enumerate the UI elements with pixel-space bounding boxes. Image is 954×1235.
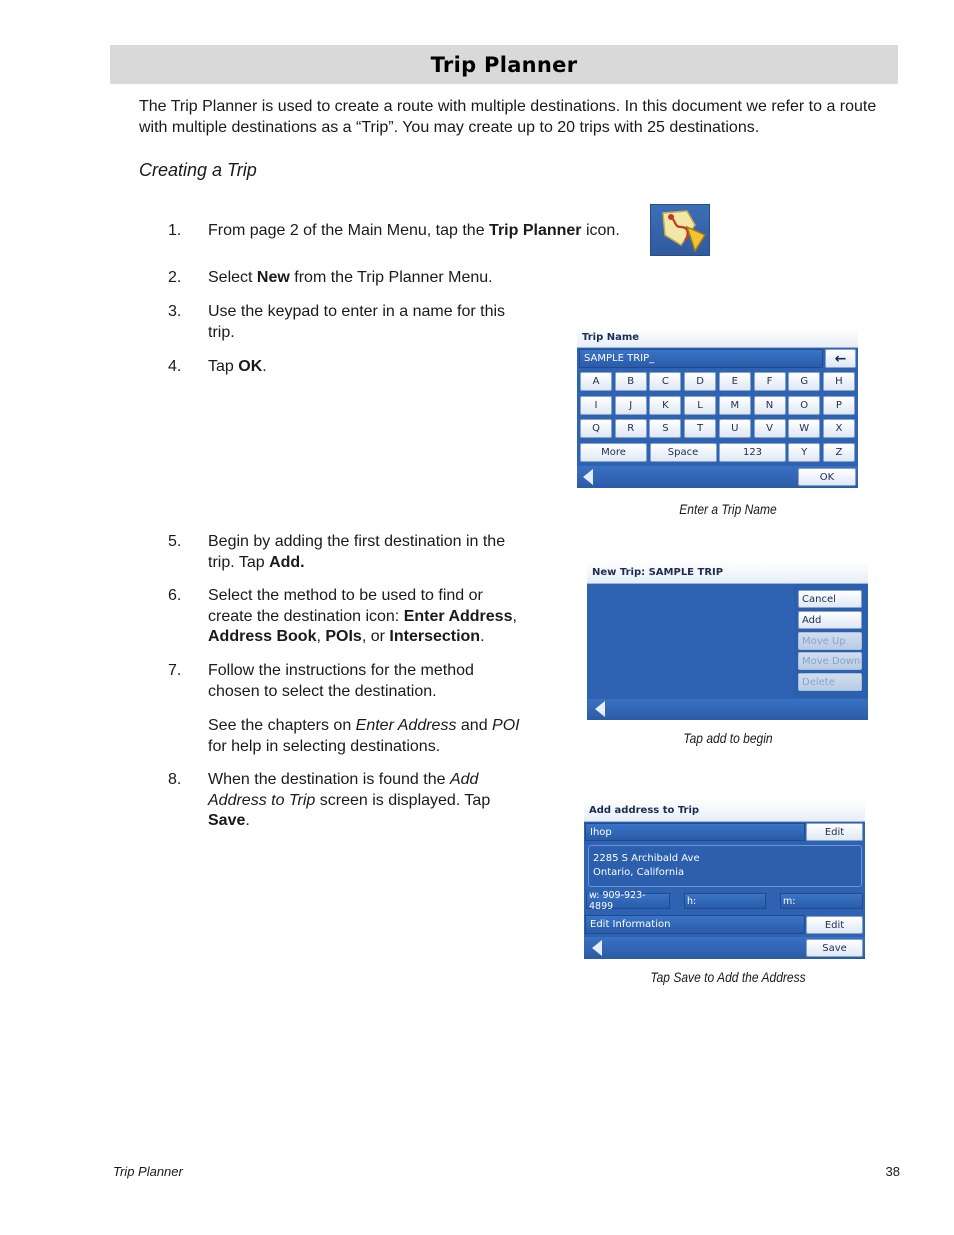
step-3	[168, 302, 568, 346]
key-more[interactable]: More	[580, 443, 647, 462]
key-o[interactable]: O	[788, 396, 820, 415]
step-number: 5.	[168, 533, 182, 550]
edit-info-button[interactable]: Edit	[806, 916, 863, 934]
page-title-bar	[110, 45, 898, 84]
key-c[interactable]: C	[649, 372, 681, 391]
key-g[interactable]: G	[788, 372, 820, 391]
footer-page-number: 38	[885, 1164, 900, 1179]
key-a[interactable]: A	[580, 372, 612, 391]
step-7-note	[168, 716, 568, 760]
step-7	[168, 661, 568, 705]
intro-paragraph: The Trip Planner is used to create a route with multiple destinations. In this document we refer to a route with multiple destinations as a “Trip”. You may create up to 20 trips with 25 destinations.	[139, 98, 877, 136]
move-down-button[interactable]: Move Down	[798, 652, 862, 670]
address-box	[588, 845, 862, 887]
step-8	[168, 770, 568, 834]
key-u[interactable]: U	[719, 419, 751, 438]
destination-name: Ihop	[585, 823, 805, 841]
phone-work: w: 909-923-4899	[586, 893, 670, 909]
keypad-caption: Enter a Trip Name	[679, 501, 777, 517]
step-number: 6.	[168, 587, 182, 604]
delete-button[interactable]: Delete	[798, 673, 862, 691]
step-text: Tap OK.	[208, 358, 267, 375]
step-6	[168, 586, 568, 650]
key-k[interactable]: K	[649, 396, 681, 415]
key-f[interactable]: F	[754, 372, 786, 391]
key-q[interactable]: Q	[580, 419, 612, 438]
key-i[interactable]: I	[580, 396, 612, 415]
cancel-button[interactable]: Cancel	[798, 590, 862, 608]
step-number: 8.	[168, 771, 182, 788]
step-number: 7.	[168, 662, 182, 679]
screen-header: Trip Name	[577, 328, 858, 348]
key-n[interactable]: N	[754, 396, 786, 415]
step-text: Select the method to be used to find or create the destination icon: Enter Address, Address Book, POIs, or Intersection.	[208, 587, 517, 645]
phone-mobile: m:	[780, 893, 863, 909]
step-number: 1.	[168, 222, 182, 239]
step-number: 2.	[168, 269, 182, 286]
step-text: When the destination is found the Add Address to Trip screen is displayed. Tap Save.	[208, 771, 491, 829]
step-2	[168, 268, 568, 290]
step-number: 4.	[168, 358, 182, 375]
key-s[interactable]: S	[649, 419, 681, 438]
add-address-screenshot	[584, 799, 865, 959]
key-m[interactable]: M	[719, 396, 751, 415]
key-v[interactable]: V	[754, 419, 786, 438]
step-5	[168, 532, 568, 576]
backspace-button[interactable]	[825, 349, 856, 368]
key-b[interactable]: B	[615, 372, 647, 391]
key-t[interactable]: T	[684, 419, 716, 438]
screen-bottom-bar	[587, 699, 868, 720]
screen-bottom-bar	[584, 937, 865, 959]
keypad-screenshot	[577, 328, 858, 488]
key-j[interactable]: J	[615, 396, 647, 415]
save-button[interactable]: Save	[806, 939, 863, 957]
step-number: 3.	[168, 303, 182, 320]
key-r[interactable]: R	[615, 419, 647, 438]
back-arrow-icon[interactable]	[583, 469, 593, 485]
new-trip-caption: Tap add to begin	[683, 730, 773, 746]
page-title: Trip Planner	[430, 52, 578, 77]
new-trip-screenshot	[587, 561, 868, 720]
key-l[interactable]: L	[684, 396, 716, 415]
step-text: Select New from the Trip Planner Menu.	[208, 269, 493, 286]
step-text: From page 2 of the Main Menu, tap the Trip Planner icon.	[208, 222, 620, 239]
add-button[interactable]: Add	[798, 611, 862, 629]
step-text: Follow the instructions for the method chosen to select the destination.	[208, 662, 474, 700]
screen-header: Add address to Trip	[584, 799, 865, 822]
screen-header: New Trip: SAMPLE TRIP	[587, 561, 868, 584]
key-p[interactable]: P	[823, 396, 855, 415]
key-y[interactable]: Y	[788, 443, 820, 462]
key-w[interactable]: W	[788, 419, 820, 438]
key-e[interactable]: E	[719, 372, 751, 391]
key-h[interactable]: H	[823, 372, 855, 391]
move-up-button[interactable]: Move Up	[798, 632, 862, 650]
add-address-caption: Tap Save to Add the Address	[650, 969, 806, 985]
step-text: Begin by adding the first destination in the trip. Tap Add.	[208, 533, 506, 571]
button-column	[794, 584, 868, 698]
address-line-2: Ontario, California	[593, 867, 685, 878]
key-d[interactable]: D	[684, 372, 716, 391]
phone-home: h:	[684, 893, 766, 909]
trip-name-input[interactable]: SAMPLE TRIP_	[579, 349, 823, 368]
step-4	[168, 357, 468, 379]
footer-section-name: Trip Planner	[113, 1164, 183, 1179]
step-1	[168, 221, 648, 243]
back-arrow-icon[interactable]	[595, 701, 605, 717]
section-subheading: Creating a Trip	[139, 160, 257, 180]
key-z[interactable]: Z	[823, 443, 855, 462]
ok-button[interactable]: OK	[798, 468, 856, 486]
step-note-text: See the chapters on Enter Address and POI for help in selecting destinations.	[208, 717, 520, 755]
screen-bottom-bar	[577, 466, 858, 488]
step-text: Use the keypad to enter in a name for this trip.	[208, 303, 506, 341]
address-line-1: 2285 S Archibald Ave	[593, 853, 700, 864]
backspace-icon: ←	[834, 350, 847, 367]
edit-name-button[interactable]: Edit	[806, 823, 863, 841]
key-123[interactable]: 123	[719, 443, 786, 462]
key-x[interactable]: X	[823, 419, 855, 438]
edit-information-label: Edit Information	[585, 915, 805, 934]
trip-planner-icon[interactable]	[650, 204, 710, 256]
back-arrow-icon[interactable]	[592, 940, 602, 956]
key-space[interactable]: Space	[650, 443, 717, 462]
